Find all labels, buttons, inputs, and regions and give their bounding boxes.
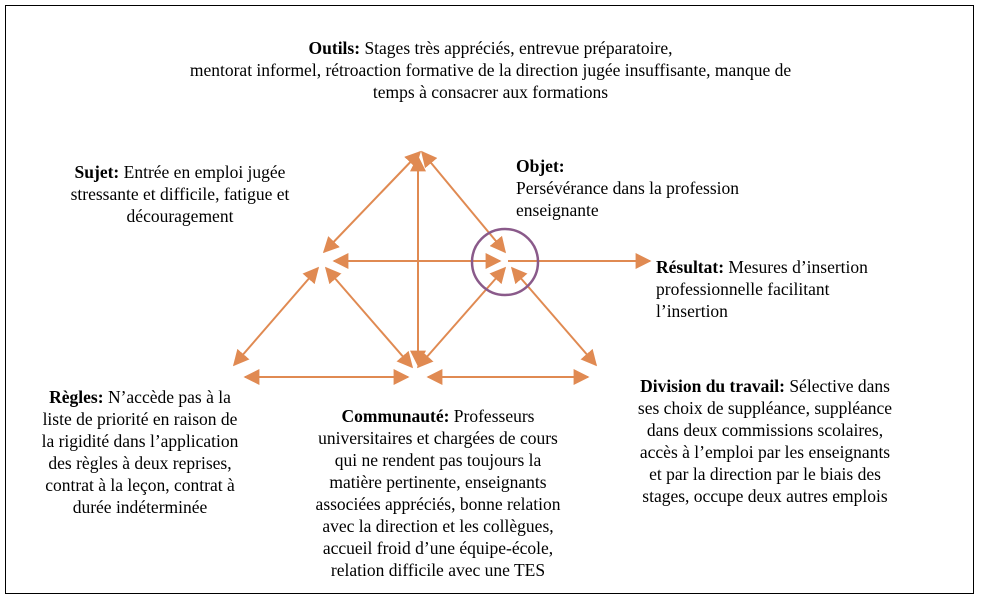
regles-label: Règles: (49, 387, 104, 407)
regles-text-6: durée indéterminée (72, 497, 208, 517)
division-text-1: Sélective dans (784, 376, 890, 396)
outils-text-1: Stages très appréciés, entrevue préparatoire, (360, 38, 673, 58)
communaute-text-8: relation difficile avec une TES (330, 560, 546, 580)
outils-label: Outils: (308, 38, 361, 58)
sujet-line-1 (30, 161, 330, 183)
objet-block (516, 155, 739, 221)
outils-line-1 (0, 37, 981, 59)
resultat-label: Résultat: (656, 257, 725, 277)
sujet-text-1: Entrée en emploi jugée (119, 162, 286, 182)
regles-line-1 (10, 386, 270, 408)
division-line-1 (590, 375, 940, 397)
regles-text-4: des règles à deux reprises, (48, 453, 232, 473)
division-label: Division du travail: (640, 376, 785, 396)
communaute-text-7: accueil froid d’une équipe-école, (322, 538, 554, 558)
communaute-text-2: universitaires et chargées de cours (318, 428, 558, 448)
arrow-sujet-to-regles (234, 268, 318, 365)
sujet-block (30, 161, 330, 227)
communaute-text-3: qui ne rendent pas toujours la (334, 450, 542, 470)
objet-text-2: enseignante (516, 200, 599, 220)
communaute-text-4: matière pertinente, enseignants (329, 472, 547, 492)
resultat-block (656, 256, 868, 322)
sujet-text-3: découragement (126, 206, 234, 226)
arrow-objet-to-communaute (418, 268, 505, 367)
division-text-6: stages, occupe deux autres emplois (642, 486, 888, 506)
arrow-sujet-to-communaute (326, 268, 412, 367)
arrow-objet-to-division (512, 268, 596, 365)
sujet-text-2: stressante et difficile, fatigue et (70, 184, 290, 204)
objet-text-1: Persévérance dans la profession (516, 178, 740, 198)
sujet-label: Sujet: (74, 162, 120, 182)
communaute-label: Communauté: (341, 406, 450, 426)
communaute-text-5: associées appréciés, bonne relation (315, 494, 561, 514)
arrow-top-to-sujet (324, 152, 420, 252)
outils-text-3: temps à consacrer aux formations (372, 82, 609, 102)
division-text-2: ses choix de suppléance, suppléance (637, 398, 893, 418)
objet-label: Objet: (516, 156, 565, 176)
regles-text-2: liste de priorité en raison de (42, 409, 238, 429)
division-block (590, 375, 940, 507)
regles-text-1: N’accède pas à la (103, 387, 231, 407)
resultat-text-3: l’insertion (656, 301, 728, 321)
outils-text-2: mentorat informel, rétroaction formative de la direction jugée insuffisante, manque de (189, 60, 792, 80)
division-text-3: dans deux commissions scolaires, (646, 420, 884, 440)
communaute-text-6: avec la direction et les collègues, (322, 516, 554, 536)
resultat-line-1 (656, 256, 868, 278)
communaute-line-1 (288, 405, 588, 427)
regles-text-5: contrat à la leçon, contrat à (45, 475, 235, 495)
resultat-text-2: professionnelle facilitant (656, 279, 830, 299)
communaute-text-1: Professeurs (449, 406, 535, 426)
arrow-top-to-objet (422, 152, 505, 252)
division-text-4: accès à l’emploi par les enseignants (639, 442, 891, 462)
regles-text-3: la rigidité dans l’application (41, 431, 239, 451)
regles-block (10, 386, 270, 518)
division-text-5: et par la direction par le biais des (649, 464, 881, 484)
resultat-text-1: Mesures d’insertion (724, 257, 868, 277)
outils-block (0, 37, 981, 103)
communaute-block (288, 405, 588, 581)
